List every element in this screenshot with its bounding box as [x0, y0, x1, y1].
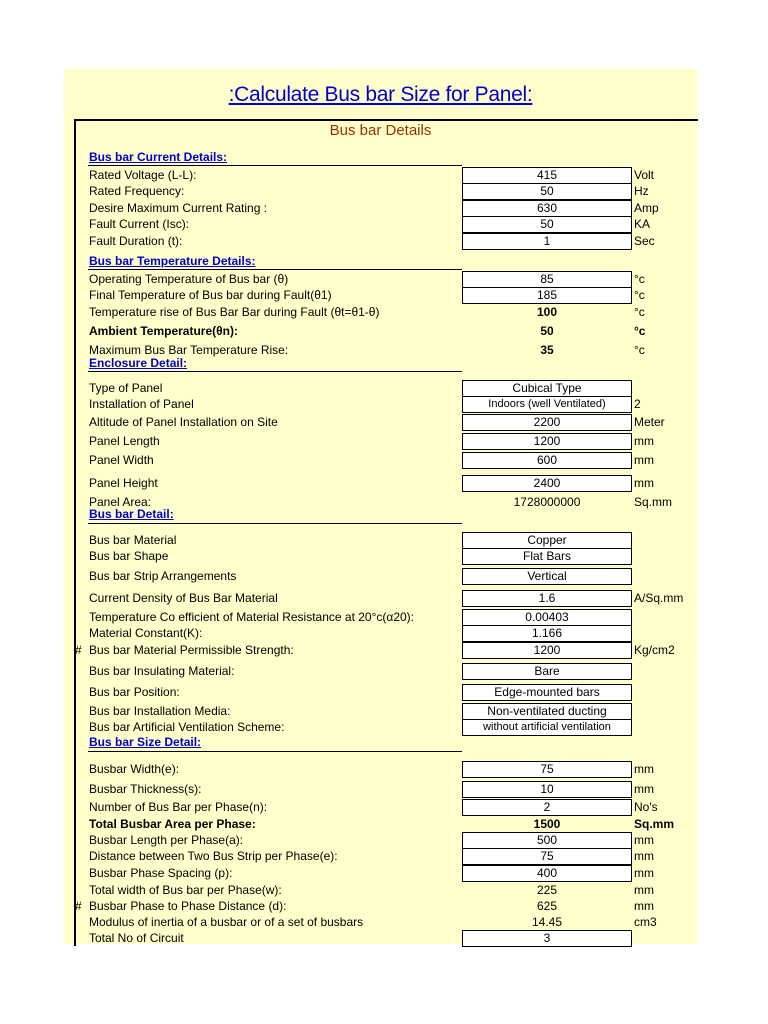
value-cell[interactable]: 1.166	[462, 625, 632, 642]
unit-label: °c	[634, 272, 645, 286]
table-row	[64, 233, 697, 250]
value-cell: 100	[536, 305, 558, 319]
row-label: Total No of Circuit	[89, 931, 184, 945]
table-row	[64, 642, 697, 659]
table-row	[64, 414, 697, 431]
row-label: Panel Width	[89, 453, 154, 467]
section-divider	[88, 165, 462, 166]
table-row	[64, 761, 697, 778]
value-cell[interactable]: 1.6	[462, 590, 632, 607]
section-heading-enclosure-detail: Enclosure Detail:	[89, 356, 188, 370]
unit-label: mm	[634, 849, 654, 863]
row-marker: #	[75, 899, 82, 913]
row-label: Modulus of inertia of a busbar or of a set of busbars	[89, 915, 364, 929]
section-heading-bus-bar-detail: Bus bar Detail:	[89, 507, 174, 521]
unit-label: °c	[634, 305, 645, 319]
unit-label: °c	[634, 288, 645, 302]
row-label: Desire Maximum Current Rating :	[89, 201, 268, 215]
unit-label: 2	[634, 397, 641, 411]
unit-label: mm	[634, 762, 654, 776]
table-row	[64, 799, 697, 816]
unit-label: Hz	[634, 184, 649, 198]
value-cell[interactable]: 50	[462, 183, 632, 200]
unit-label: Meter	[634, 415, 665, 429]
row-label: Current Density of Bus Bar Material	[89, 591, 278, 605]
value-cell[interactable]: 1200	[462, 642, 632, 659]
unit-label: Sq.mm	[634, 495, 673, 509]
value-cell[interactable]: 2400	[462, 475, 632, 492]
table-row	[64, 548, 697, 565]
value-cell[interactable]: 630	[462, 200, 632, 217]
row-label: Fault Duration (t):	[89, 234, 183, 248]
table-row	[64, 532, 697, 549]
spreadsheet-sheet	[64, 69, 697, 944]
row-label: Material Constant(K):	[89, 626, 203, 640]
row-label: Busbar Phase to Phase Distance (d):	[89, 899, 287, 913]
table-row	[64, 625, 697, 642]
unit-label: Kg/cm2	[634, 643, 675, 657]
unit-label: mm	[634, 833, 654, 847]
unit-label: A/Sq.mm	[634, 591, 684, 605]
value-cell[interactable]: 3	[462, 930, 632, 947]
table-row	[64, 304, 697, 321]
row-label: Installation of Panel	[89, 397, 194, 411]
row-label: Fault Current (Isc):	[89, 217, 190, 231]
table-row	[64, 832, 697, 849]
value-cell[interactable]: 2200	[462, 414, 632, 431]
table-row	[64, 882, 697, 899]
row-label: Distance between Two Bus Strip per Phase(e):	[89, 849, 338, 863]
row-label: Maximum Bus Bar Temperature Rise:	[89, 343, 289, 357]
row-label: Total Busbar Area per Phase:	[89, 817, 256, 831]
value-cell[interactable]: Non-ventilated ducting	[462, 703, 632, 720]
row-label: Bus bar Position:	[89, 685, 180, 699]
table-row	[64, 216, 697, 233]
value-cell: 1500	[533, 817, 561, 831]
row-label: Temperature Co efficient of Material Resistance at 20°c(α20):	[89, 610, 414, 624]
value-cell[interactable]: 1200	[462, 433, 632, 450]
table-row	[64, 433, 697, 450]
value-cell[interactable]: 85	[462, 271, 632, 288]
row-label: Type of Panel	[89, 381, 163, 395]
table-row	[64, 719, 697, 736]
row-label: Bus bar Installation Media:	[89, 704, 231, 718]
row-label: Final Temperature of Bus bar during Fault(θ1)	[89, 288, 332, 302]
row-label: Panel Length	[89, 434, 160, 448]
table-row	[64, 663, 697, 680]
table-row	[64, 452, 697, 469]
value-cell[interactable]: 10	[462, 781, 632, 798]
unit-label: mm	[634, 476, 654, 490]
value-cell[interactable]: Cubical Type	[462, 380, 632, 397]
row-label: Total width of Bus bar per Phase(w):	[89, 883, 282, 897]
row-label: Busbar Phase Spacing (p):	[89, 866, 233, 880]
table-row	[64, 590, 697, 607]
unit-label: mm	[634, 899, 654, 913]
value-cell[interactable]: without artificial ventilation	[462, 719, 632, 736]
value-cell[interactable]: Indoors (well Ventilated)	[462, 396, 632, 413]
value-cell: 225	[536, 883, 558, 897]
row-label: Ambient Temperature(θn):	[89, 324, 238, 338]
row-label: Temperature rise of Bus Bar Bar during Fault (θt=θ1-θ)	[89, 305, 380, 319]
table-row	[64, 816, 697, 833]
table-row	[64, 475, 697, 492]
row-label: Bus bar Material	[89, 533, 177, 547]
unit-label: Sq.mm	[634, 817, 675, 831]
value-cell[interactable]: 600	[462, 452, 632, 469]
value-cell[interactable]: Flat Bars	[462, 548, 632, 565]
value-cell[interactable]: Edge-mounted bars	[462, 684, 632, 701]
table-row	[64, 568, 697, 585]
value-cell[interactable]: 1	[462, 233, 632, 250]
row-label: Altitude of Panel Installation on Site	[89, 415, 278, 429]
row-marker: #	[75, 643, 82, 657]
table-row	[64, 684, 697, 701]
table-row	[64, 287, 697, 304]
value-cell: 50	[540, 324, 554, 338]
value-cell: 14.45	[531, 915, 563, 929]
unit-label: mm	[634, 453, 654, 467]
section-heading-bus-bar-temperature-details: Bus bar Temperature Details:	[89, 254, 256, 268]
row-label: Panel Area:	[89, 495, 152, 509]
row-label: Rated Voltage (L-L):	[89, 168, 197, 182]
section-divider	[88, 751, 462, 752]
row-label: Busbar Width(e):	[89, 762, 180, 776]
table-row	[64, 914, 697, 931]
value-cell: 625	[536, 899, 558, 913]
section-heading-bus-bar-size-detail: Bus bar Size Detail:	[89, 735, 202, 749]
unit-label: KA	[634, 217, 651, 231]
row-label: Busbar Length per Phase(a):	[89, 833, 244, 847]
table-row	[64, 183, 697, 200]
unit-label: cm3	[634, 915, 657, 929]
row-label: Operating Temperature of Bus bar (θ)	[89, 272, 289, 286]
value-cell[interactable]: 2	[462, 799, 632, 816]
row-label: Busbar Thickness(s):	[89, 782, 202, 796]
unit-label: No's	[634, 800, 658, 814]
row-label: Number of Bus Bar per Phase(n):	[89, 800, 268, 814]
table-row	[64, 380, 697, 397]
value-cell[interactable]: 400	[462, 865, 632, 882]
section-divider	[88, 523, 462, 524]
table-row	[64, 609, 697, 626]
table-row	[64, 898, 697, 915]
row-label: Bus bar Material Permissible Strength:	[89, 643, 294, 657]
table-row	[64, 703, 697, 720]
row-label: Panel Height	[89, 476, 158, 490]
unit-label: mm	[634, 782, 654, 796]
row-label: Bus bar Strip Arrangements	[89, 569, 237, 583]
table-row	[64, 781, 697, 798]
unit-label: °c	[634, 324, 646, 338]
table-row	[64, 930, 697, 947]
page-title: :Calculate Bus bar Size for Panel:	[228, 83, 533, 106]
row-label: Bus bar Shape	[89, 549, 169, 563]
row-label: Rated Frequency:	[89, 184, 185, 198]
unit-label: °c	[634, 343, 645, 357]
value-cell[interactable]: 415	[462, 167, 632, 184]
table-row	[64, 271, 697, 288]
value-cell[interactable]: 50	[462, 216, 632, 233]
value-cell[interactable]: 0.00403	[462, 609, 632, 626]
section-divider	[88, 269, 462, 270]
table-row	[64, 323, 697, 340]
unit-label: Volt	[634, 168, 655, 182]
value-cell[interactable]: Vertical	[462, 568, 632, 585]
unit-label: Sec	[634, 234, 655, 248]
value-cell[interactable]: Bare	[462, 663, 632, 680]
table-row	[64, 396, 697, 413]
value-cell[interactable]: 75	[462, 848, 632, 865]
value-cell: 35	[540, 343, 554, 357]
section-title: Bus bar Details	[329, 122, 432, 139]
value-cell[interactable]: 75	[462, 761, 632, 778]
table-row	[64, 848, 697, 865]
table-row	[64, 865, 697, 882]
value-cell[interactable]: 500	[462, 832, 632, 849]
table-row	[64, 167, 697, 184]
value-cell: 1728000000	[513, 495, 581, 509]
row-label: Bus bar Artificial Ventilation Scheme:	[89, 720, 285, 734]
value-cell[interactable]: Copper	[462, 532, 632, 549]
section-heading-bus-bar-current-details: Bus bar Current Details:	[89, 150, 228, 164]
table-row	[64, 200, 697, 217]
unit-label: mm	[634, 866, 654, 880]
unit-label: Amp	[634, 201, 659, 215]
unit-label: mm	[634, 883, 654, 897]
unit-label: mm	[634, 434, 654, 448]
section-divider	[88, 371, 462, 372]
row-label: Bus bar Insulating Material:	[89, 664, 235, 678]
value-cell[interactable]: 185	[462, 287, 632, 304]
